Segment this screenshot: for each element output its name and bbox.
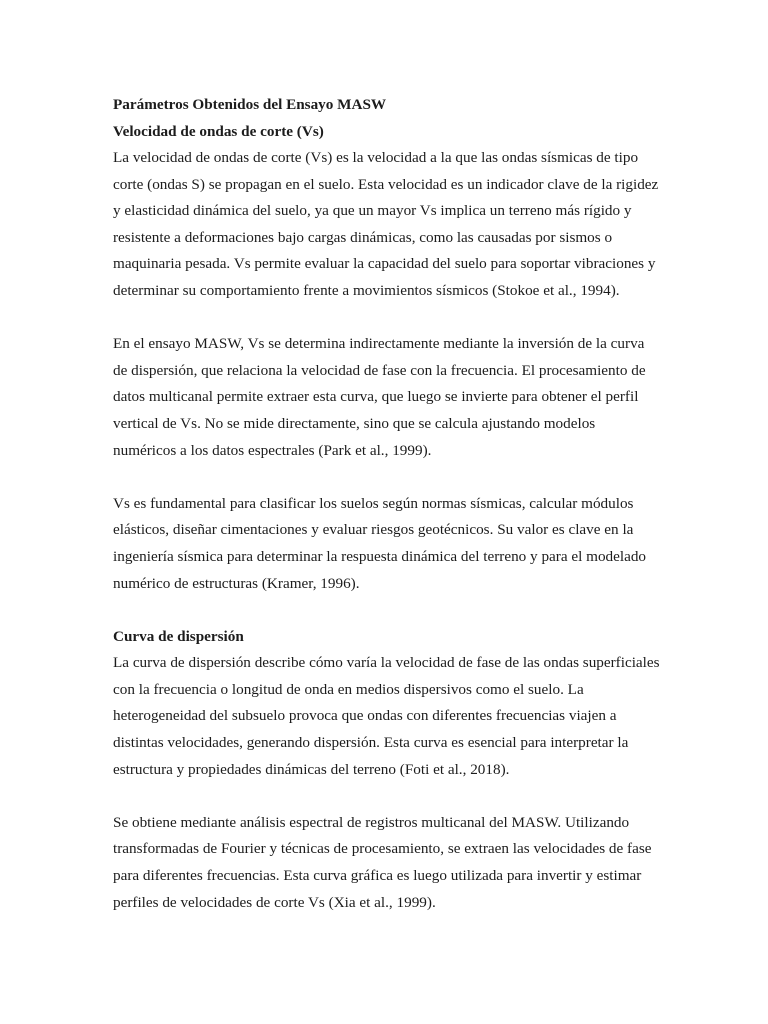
paragraph: La velocidad de ondas de corte (Vs) es la velocidad a la que las ondas sísmicas de tipo corte (ondas S) se propagan en el suelo. Esta velocidad es un indicador clave de la rigidez y elasticidad dinámica del suelo, ya que un mayor Vs implica un terreno más rígido y resistente a deformaciones bajo cargas dinámicas, como las causadas por sismos o maquinaria pesada. Vs permite evaluar la capacidad del suelo para soportar vibraciones y determinar su comportamiento frente a movimientos sísmicos (Stokoe et al., 1994). <box>113 149 659 299</box>
document-page <box>113 92 661 916</box>
paragraph: Vs es fundamental para clasificar los suelos según normas sísmicas, calcular módulos elásticos, diseñar cimentaciones y evaluar riesgos geotécnicos. Su valor es clave en la ingeniería sísmica para determinar la respuesta dinámica del terreno y para el modelado numérico de estructuras (Kramer, 1996). <box>113 494 647 592</box>
section-heading-dispersion: Curva de dispersión <box>113 627 244 645</box>
paragraph: En el ensayo MASW, Vs se determina indirectamente mediante la inversión de la curva de dispersión, que relaciona la velocidad de fase con la frecuencia. El procesamiento de datos multicanal permite extraer esta curva, que luego se invierte para obtener el perfil vertical de Vs. No se mide directamente, sino que se calcula ajustando modelos numéricos a los datos espectrales (Park et al., 1999). <box>113 335 646 459</box>
paragraph: La curva de dispersión describe cómo varía la velocidad de fase de las ondas superficiales con la frecuencia o longitud de onda en medios dispersivos como el suelo. La heterogeneidad del subsuelo provoca que ondas con diferentes frecuencias viajen a distintas velocidades, generando dispersión. Esta curva es esencial para interpretar la estructura y propiedades dinámicas del terreno (Foti et al., 2018). <box>113 654 660 778</box>
paragraph-gap <box>113 305 661 332</box>
section-heading-vs: Velocidad de ondas de corte (Vs) <box>113 122 324 140</box>
paragraph-gap <box>113 464 661 491</box>
document-title: Parámetros Obtenidos del Ensayo MASW <box>113 96 387 113</box>
paragraph-gap <box>113 597 661 624</box>
paragraph-gap <box>113 783 661 810</box>
paragraph: Se obtiene mediante análisis espectral de registros multicanal del MASW. Utilizando transformadas de Fourier y técnicas de procesamiento, se extraen las velocidades de fase para diferentes frecuencias. Esta curva gráfica es luego utilizada para invertir y estimar perfiles de velocidades de corte Vs (Xia et al., 1999). <box>113 813 652 911</box>
